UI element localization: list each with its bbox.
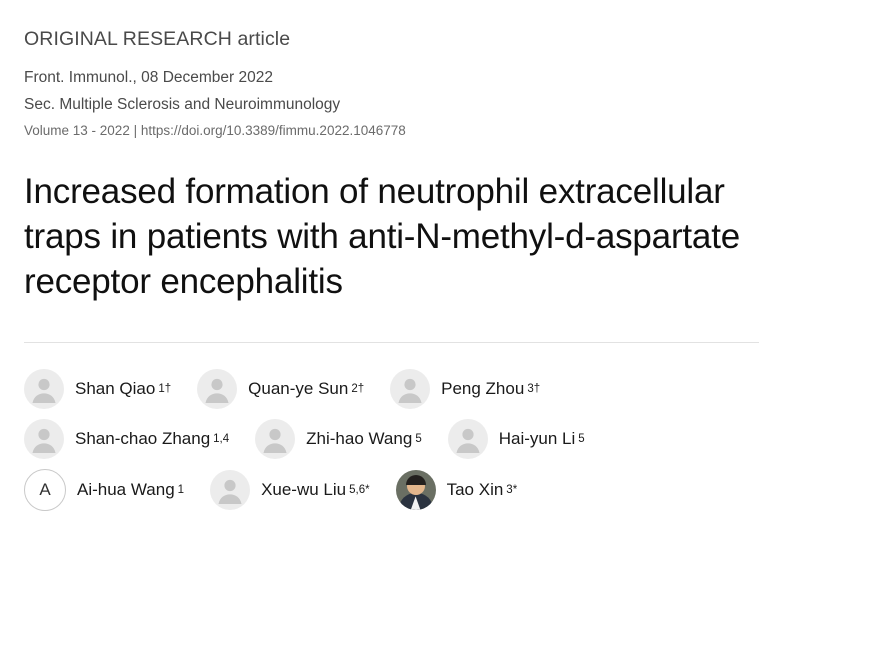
- person-icon: [24, 419, 64, 459]
- author-name: Peng Zhou: [441, 379, 525, 399]
- author-entry[interactable]: [210, 470, 370, 510]
- author-affiliation-marker: 2†: [351, 383, 365, 396]
- divider: [24, 342, 759, 343]
- person-icon: [210, 470, 250, 510]
- author-affiliation-marker: 1†: [158, 383, 172, 396]
- author-name: Shan-chao Zhang: [75, 429, 211, 449]
- author-name: Zhi-hao Wang: [306, 429, 413, 449]
- author-entry[interactable]: [24, 369, 171, 409]
- author-row: [24, 469, 784, 511]
- author-row: [24, 369, 784, 409]
- journal-date-line: Front. Immunol., 08 December 2022: [24, 69, 273, 86]
- avatar-photo: [396, 470, 436, 510]
- author-entry[interactable]: [197, 369, 364, 409]
- author-list: [24, 369, 784, 511]
- author-name: Tao Xin: [446, 480, 504, 500]
- author-name: Shan Qiao: [75, 379, 156, 399]
- author-entry[interactable]: [24, 419, 229, 459]
- article-type-label: ORIGINAL RESEARCH article: [24, 28, 291, 50]
- author-affiliation-marker: 5: [415, 433, 422, 446]
- person-icon: [390, 369, 430, 409]
- author-entry[interactable]: [24, 469, 184, 511]
- author-entry[interactable]: [390, 369, 540, 409]
- author-affiliation-marker: 3*: [506, 484, 518, 497]
- author-name: Hai-yun Li: [498, 429, 576, 449]
- section-line: Sec. Multiple Sclerosis and Neuroimmunology: [24, 96, 341, 113]
- person-icon: [255, 419, 295, 459]
- person-icon: [24, 369, 64, 409]
- volume-doi-line[interactable]: Volume 13 - 2022 | https://doi.org/10.3389/fimmu.2022.1046778: [24, 123, 406, 138]
- avatar-initial: A: [24, 469, 66, 511]
- author-affiliation-marker: 5: [578, 433, 585, 446]
- author-affiliation-marker: 1,4: [213, 433, 230, 446]
- author-affiliation-marker: 5,6*: [349, 484, 370, 497]
- author-name: Xue-wu Liu: [261, 480, 347, 500]
- author-entry[interactable]: [255, 419, 422, 459]
- author-entry[interactable]: [396, 470, 518, 510]
- author-row: [24, 419, 784, 459]
- author-name: Quan-ye Sun: [248, 379, 349, 399]
- author-affiliation-marker: 3†: [527, 383, 541, 396]
- page-title: Increased formation of neutrophil extracellular traps in patients with anti-N-methyl-d-aspartate receptor encephalitis: [24, 172, 740, 301]
- person-icon: [197, 369, 237, 409]
- author-entry[interactable]: [448, 419, 585, 459]
- author-name: Ai-hua Wang: [77, 480, 175, 500]
- person-icon: [448, 419, 488, 459]
- author-affiliation-marker: 1: [177, 484, 185, 497]
